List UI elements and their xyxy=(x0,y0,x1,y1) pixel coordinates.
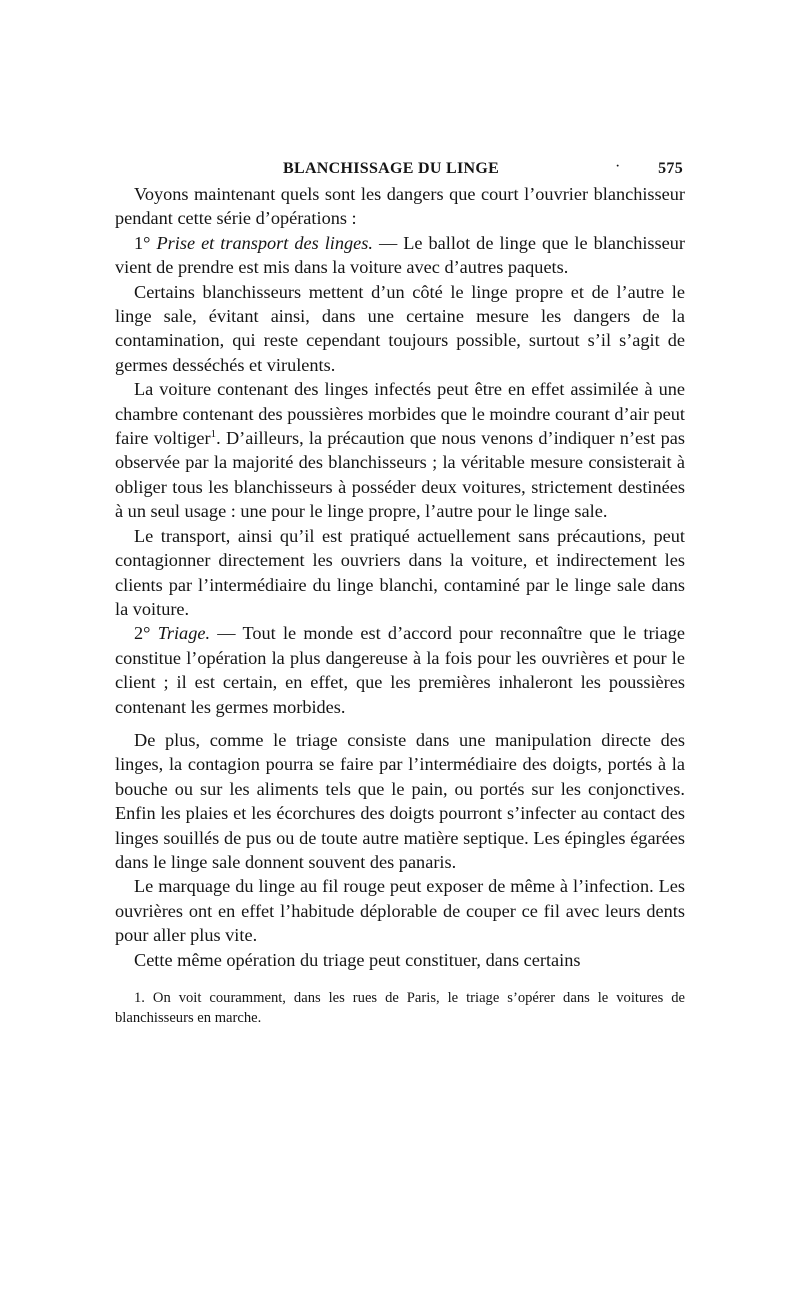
running-head-dot: · xyxy=(615,158,621,175)
paragraph-transport: Le transport, ainsi qu’il est pratiqué actuellement sans précautions, peut contagionner directement les ouvriers dans la voiture, et indirectement les clients par l’intermédiaire du linge blanchi, contaminé par le linge sale dans la voiture. xyxy=(115,525,685,619)
footnote-marker: 1. xyxy=(134,990,145,1006)
page-number: 575 xyxy=(658,160,683,177)
footnote-text: On voit couramment, dans les rues de Paris, le triage s’opérer dans le voitures de blanchisseurs en marche. xyxy=(115,990,685,1026)
section-heading-triage: Triage. xyxy=(157,623,211,644)
paragraph-de-plus: De plus, comme le triage consiste dans une manipulation directe des linges, la contagion pourra se faire par l’intermédiaire des doigts, portés à la bouche ou sur les aliments tels que le pain, ou portés sur les conjonctives. Enfin les plaies et les écorchures des doigts pourront s’infecter au contact des linges souillés de pus ou de toute autre matière septique. Les épingles égarées dans le linge sale donnent souvent des panaris. xyxy=(115,729,685,872)
paragraph-voiture-text-b: . D’ailleurs, la précaution que nous venons d’indiquer n’est pas observée par la majorité des blanchisseurs ; la véritable mesure consisterait à obliger tous les blanchisseurs à posséder deux voitures, strictement destinées à un seul usage : une pour le linge propre, l’autre pour le linge sale. xyxy=(115,428,685,522)
running-head xyxy=(115,152,685,182)
running-title: BLANCHISSAGE DU LINGE xyxy=(283,160,500,177)
paragraph-triage-text: — Tout le monde est d’accord pour reconnaître que le triage constitue l’opération la plus dangereuse à la fois pour les ouvrières et pour le client ; il est certain, en effet, que les premières inhaleront les poussières contenant les germes morbides. xyxy=(115,623,685,717)
footnote-reference[interactable]: 1 xyxy=(210,427,217,440)
paragraph-prise-transport-text: — Le ballot de linge que le blanchisseur vient de prendre est mis dans la voiture avec d’autres paquets. xyxy=(115,232,685,278)
paragraph-triage xyxy=(115,621,685,719)
section-number-2: 2° xyxy=(134,623,151,644)
paragraph-marquage: Le marquage du linge au fil rouge peut exposer de même à l’infection. Les ouvrières ont en effet l’habitude déplorable de couper ce fil avec leurs dents pour aller plus vite. xyxy=(115,876,685,946)
paragraph-cette-meme-operation: Cette même opération du triage peut constituer, dans certains xyxy=(134,949,581,970)
paragraph-intro: Voyons maintenant quels sont les dangers que court l’ouvrier blanchisseur pendant cette série d’opérations : xyxy=(115,184,685,229)
paragraph-prise-transport xyxy=(115,231,685,280)
paragraph-voiture xyxy=(115,377,685,523)
book-page xyxy=(115,152,685,1028)
paragraph-voiture-text-a: La voiture contenant des linges infectés peut être en effet assimilée à une chambre contenant des poussières morbides que le moindre courant d’air peut faire voltiger xyxy=(115,379,685,449)
footnotes xyxy=(115,988,685,1028)
paragraph-certains-blanchisseurs: Certains blanchisseurs mettent d’un côté le linge propre et de l’autre le linge sale, évitant ainsi, dans une certaine mesure les dangers de la contamination, qui reste cependant toujours possible, surtout s’il s’agit de germes desséchés et virulents. xyxy=(115,281,685,375)
section-heading-prise-transport: Prise et transport des linges. xyxy=(156,232,373,253)
section-number-1: 1° xyxy=(134,232,151,253)
